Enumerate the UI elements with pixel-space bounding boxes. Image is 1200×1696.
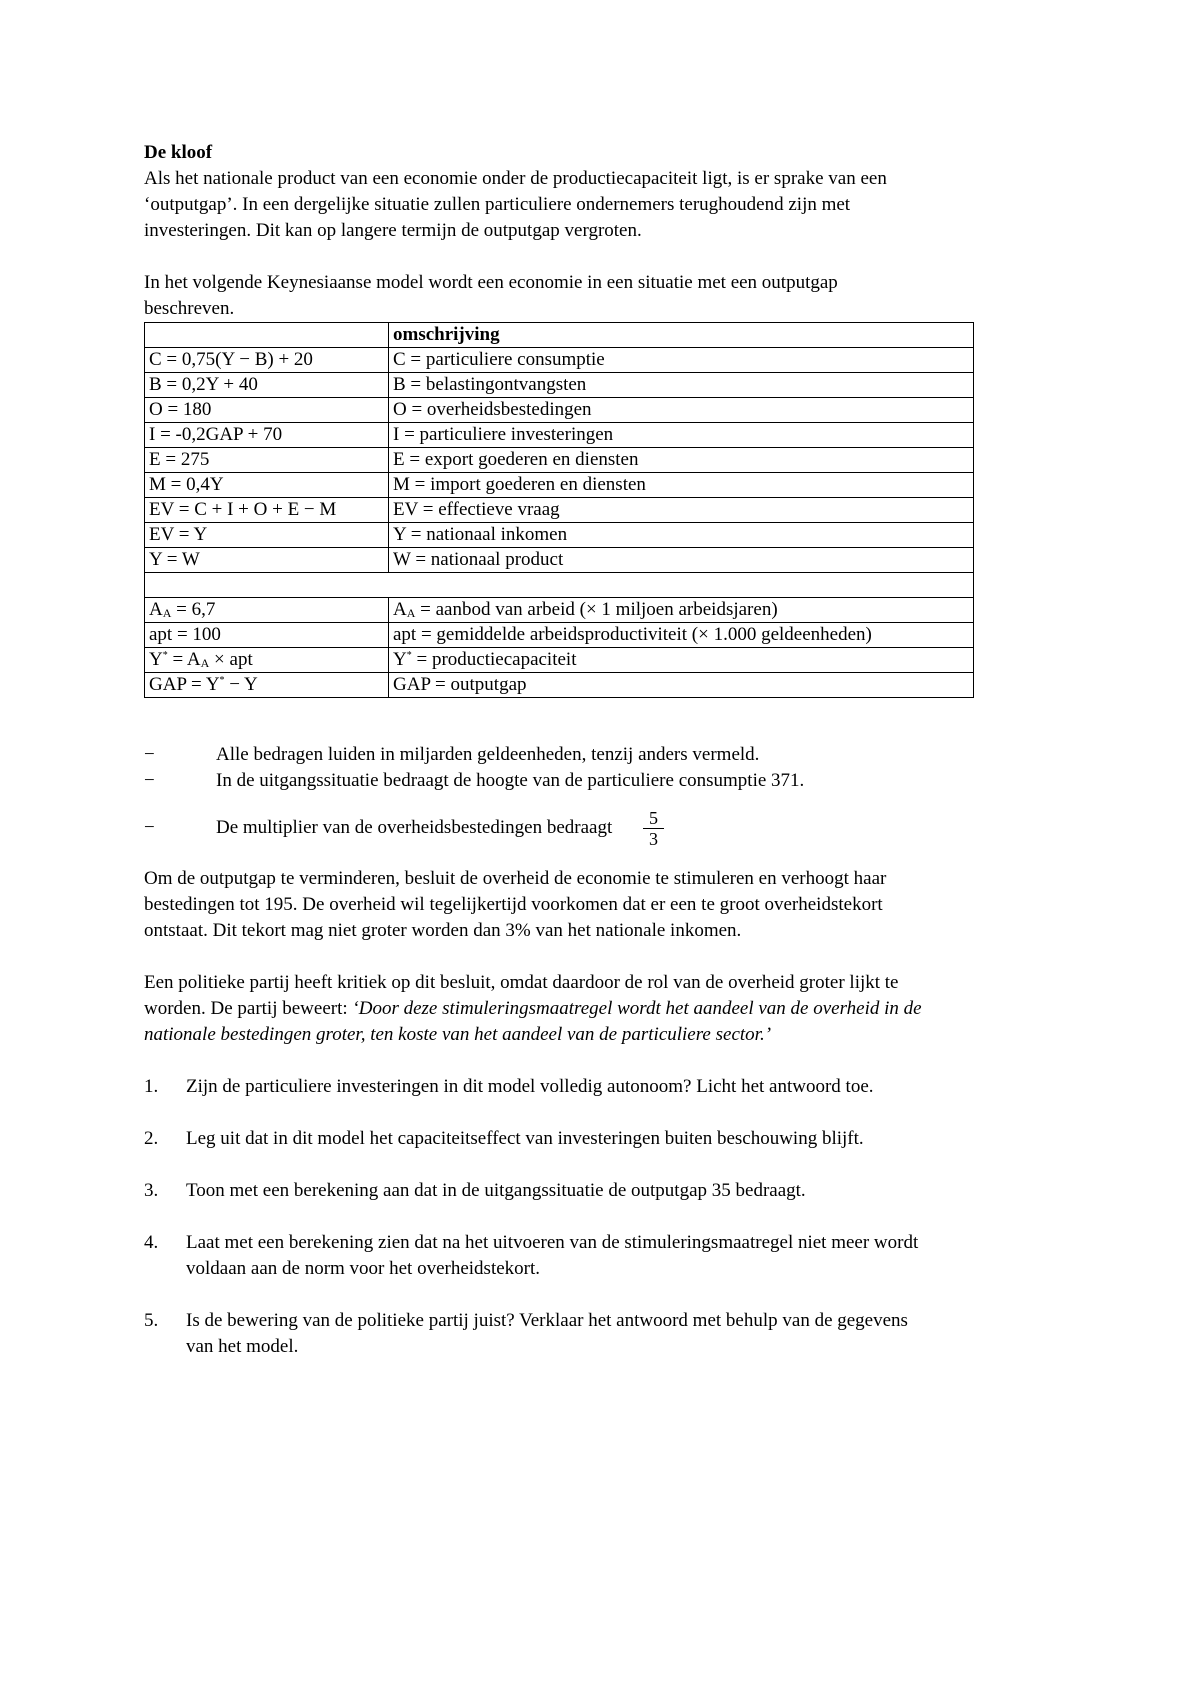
question-text — [186, 1230, 1074, 1282]
fraction — [643, 808, 664, 849]
para1-line-1: Om de outputgap te verminderen, besluit de overheid de economie te stimuleren en verhoogt haar — [144, 868, 887, 889]
para1-line-2: bestedingen tot 195. De overheid wil tegelijkertijd voorkomen dat er een te groot overheidstekort — [144, 894, 883, 915]
equation-cell: E = 275 — [145, 448, 389, 473]
list-item — [144, 1126, 1074, 1152]
description-rest: = productiecapaciteit — [411, 649, 577, 670]
question-text — [186, 1308, 1074, 1360]
para2-line-2 — [144, 996, 1074, 1022]
para2-line-1: Een politieke partij heeft kritiek op dit besluit, omdat daardoor de rol van de overheid groter lijkt te — [144, 972, 899, 993]
description-cell: O = overheidsbestedingen — [389, 398, 974, 423]
list-item — [144, 1178, 1074, 1204]
description-cell — [389, 598, 974, 623]
table-row — [145, 498, 974, 523]
equation-cell — [145, 673, 389, 698]
table-row — [145, 398, 974, 423]
question-line: Is de bewering van de politieke partij juist? Verklaar het antwoord met behulp van de gegevens — [186, 1310, 908, 1331]
superscript: * — [162, 650, 168, 661]
fraction-denominator: 3 — [648, 828, 658, 849]
spacer — [144, 244, 1074, 270]
table-row — [145, 423, 974, 448]
question-line: Toon met een berekening aan dat in de uitgangssituatie de outputgap 35 bedraagt. — [186, 1180, 806, 1201]
document-title: De kloof — [144, 142, 213, 163]
question-number: 4. — [144, 1232, 159, 1253]
symbol-a: A — [149, 599, 163, 620]
para1-line-3: ontstaat. Dit tekort mag niet groter worden dan 3% van het nationale inkomen. — [144, 920, 742, 941]
model-intro-line-1: In het volgende Keynesiaanse model wordt een economie in een situatie met een outputgap — [144, 272, 838, 293]
equation-cell: EV = C + I + O + E − M — [145, 498, 389, 523]
list-item — [144, 1230, 1074, 1282]
description-cell: W = nationaal product — [389, 548, 974, 573]
para2-quote-start: ‘Door deze stimuleringsmaatregel wordt het aandeel van de overheid in de — [352, 998, 922, 1019]
multiplier-text: De multiplier van de overheidsbestedingen bedraagt — [216, 816, 613, 838]
question-line: Zijn de particuliere investeringen in dit model volledig autonoom? Licht het antwoord toe. — [186, 1076, 874, 1097]
symbol-y: Y — [149, 649, 163, 670]
list-item — [144, 1074, 1074, 1100]
table-row — [145, 348, 974, 373]
question-number: 3. — [144, 1180, 159, 1201]
spacer — [144, 944, 1074, 970]
equation-rest: − Y — [224, 674, 258, 695]
equation-mid: = A — [167, 649, 201, 670]
list-item — [144, 768, 1074, 794]
list-item — [144, 742, 1074, 768]
description-cell: EV = effectieve vraag — [389, 498, 974, 523]
superscript: * — [219, 675, 225, 686]
bullet-list — [144, 742, 1074, 852]
table-row — [145, 473, 974, 498]
equation-cell: B = 0,2Y + 40 — [145, 373, 389, 398]
question-text — [186, 1074, 1074, 1100]
intro-line-3: investeringen. Dit kan op langere termijn de outputgap vergroten. — [144, 220, 642, 241]
description-cell: apt = gemiddelde arbeidsproductiviteit (× 1.000 geldeenheden) — [389, 623, 974, 648]
table-row — [145, 673, 974, 698]
description-cell — [389, 648, 974, 673]
bullet-text: Alle bedragen luiden in miljarden geldeenheden, tenzij anders vermeld. — [216, 744, 760, 765]
description-cell: B = belastingontvangsten — [389, 373, 974, 398]
question-line: Leg uit dat in dit model het capaciteitseffect van investeringen buiten beschouwing blijft. — [186, 1128, 864, 1149]
table-header-empty — [145, 323, 389, 348]
description-cell: I = particuliere investeringen — [389, 423, 974, 448]
table-row — [145, 648, 974, 673]
question-line: Laat met een berekening zien dat na het uitvoeren van de stimuleringsmaatregel niet meer wordt — [186, 1232, 919, 1253]
table-header-row — [145, 323, 974, 348]
equation-cell: O = 180 — [145, 398, 389, 423]
superscript: * — [406, 650, 412, 661]
description-cell: Y = nationaal inkomen — [389, 523, 974, 548]
question-number: 5. — [144, 1310, 159, 1331]
list-item — [144, 1308, 1074, 1360]
equation-cell — [145, 648, 389, 673]
question-line: van het model. — [186, 1336, 299, 1357]
dash-marker: − — [144, 817, 155, 838]
subscript: A — [162, 606, 172, 620]
para2-plain: worden. De partij beweert: — [144, 998, 353, 1019]
question-list — [144, 1074, 1074, 1360]
equation-cell: I = -0,2GAP + 70 — [145, 423, 389, 448]
bullet-text: In de uitgangssituatie bedraagt de hoogte van de particuliere consumptie 371. — [216, 770, 805, 791]
spacer — [144, 852, 1074, 866]
equation-rest: × apt — [209, 649, 253, 670]
document-page — [144, 140, 1074, 1386]
dash-marker: − — [144, 770, 155, 791]
dash-marker: − — [144, 744, 155, 765]
bullet-text — [216, 808, 1074, 849]
question-number: 1. — [144, 1076, 159, 1097]
table-row — [145, 523, 974, 548]
table-row — [145, 448, 974, 473]
list-item — [144, 804, 1074, 852]
description-rest: = aanbod van arbeid (× 1 miljoen arbeidsjaren) — [415, 599, 778, 620]
model-intro-line-2: beschreven. — [144, 298, 235, 319]
para2-line-3: nationale bestedingen groter, ten koste van het aandeel van de particuliere sector.’ — [144, 1024, 772, 1045]
equation-cell: EV = Y — [145, 523, 389, 548]
question-text — [186, 1178, 1074, 1204]
equation-cell — [145, 598, 389, 623]
model-table — [144, 322, 974, 698]
empty-cell — [145, 573, 974, 598]
table-empty-row — [145, 573, 974, 598]
table-row — [145, 623, 974, 648]
table-row — [145, 548, 974, 573]
fraction-numerator: 5 — [643, 808, 664, 829]
equation-cell: apt = 100 — [145, 623, 389, 648]
table-row — [145, 598, 974, 623]
intro-line-1: Als het nationale product van een economie onder de productiecapaciteit ligt, is er sprake van een — [144, 168, 887, 189]
equation-cell: Y = W — [145, 548, 389, 573]
subscript: A — [406, 606, 416, 620]
question-line: voldaan aan de norm voor het overheidstekort. — [186, 1258, 541, 1279]
question-text — [186, 1126, 1074, 1152]
description-cell: C = particuliere consumptie — [389, 348, 974, 373]
equation-cell: M = 0,4Y — [145, 473, 389, 498]
description-cell: GAP = outputgap — [389, 673, 974, 698]
intro-line-2: ‘outputgap’. In een dergelijke situatie zullen particuliere ondernemers terughoudend zijn met — [144, 194, 851, 215]
table-header-omschrijving: omschrijving — [389, 323, 974, 348]
description-cell: E = export goederen en diensten — [389, 448, 974, 473]
table-row — [145, 373, 974, 398]
equation-cell: C = 0,75(Y − B) + 20 — [145, 348, 389, 373]
subscript: A — [200, 656, 210, 670]
symbol-y: Y — [393, 649, 407, 670]
symbol-a: A — [393, 599, 407, 620]
question-number: 2. — [144, 1128, 159, 1149]
description-cell: M = import goederen en diensten — [389, 473, 974, 498]
equation-rest: = 6,7 — [171, 599, 216, 620]
equation-start: GAP = Y — [149, 674, 220, 695]
